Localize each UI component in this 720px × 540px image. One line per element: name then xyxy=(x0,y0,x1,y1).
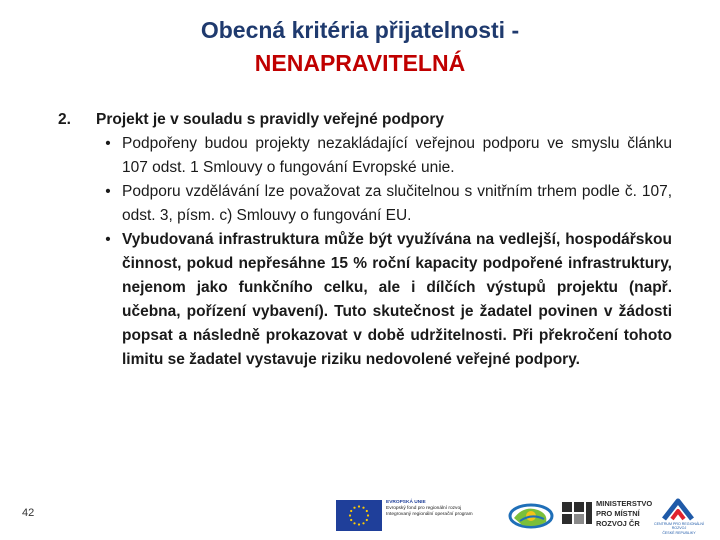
crr-line2: ČESKÉ REPUBLIKY xyxy=(662,530,696,535)
bullet-item xyxy=(94,132,672,180)
bullet-text: Podporu vzdělávání lze považovat za slučitelnou s vnitřním trhem podle č. 107, odst. 3, písm. c) Smlouvy o fungování EU. xyxy=(122,183,672,224)
footer-logos xyxy=(328,495,713,535)
crr-line1: CENTRUM PRO REGIONÁLNÍ ROZVOJ xyxy=(654,522,704,531)
bullet-list xyxy=(58,132,672,372)
eu-fund-text xyxy=(386,500,504,519)
numbered-point xyxy=(58,108,672,132)
mmr-text xyxy=(596,499,652,529)
bullet-item xyxy=(94,180,672,228)
bullet-text: Podpořeny budou projekty nezakládající veřejnou podporu ve smyslu článku 107 odst. 1 Smlouvy o fungování Evropské unie. xyxy=(122,135,672,176)
eu-line2: Evropský fond pro regionální rozvoj xyxy=(386,506,462,512)
mmr-line3: ROZVOJ ČR xyxy=(596,519,640,528)
bullet-marker: • xyxy=(105,183,111,200)
mmr-line1: MINISTERSTVO xyxy=(596,499,653,508)
slide-title-line2: NENAPRAVITELNÁ xyxy=(254,50,466,76)
bullet-marker: • xyxy=(105,231,111,248)
point-heading: Projekt je v souladu s pravidly veřejné podpory xyxy=(96,111,445,128)
bullet-item xyxy=(94,228,672,372)
irop-logo-icon xyxy=(508,501,554,531)
slide-title-line1: Obecná kritéria přijatelnosti - xyxy=(200,17,520,43)
slide-content xyxy=(58,108,672,372)
crr-text xyxy=(648,522,710,535)
bullet-text: Vybudovaná infrastruktura může být využívána na vedlejší, hospodářskou činnost, pokud nepřesáhne 15 % roční kapacity podpořené infrastruktury, nejenom jako funkčního celku, ale i dílčích výstupů projektu (např. učebna, pořízení vybavení). Tuto skutečnost je žadatel povinen v žádosti popsat a následně prokazovat v době udržitelnosti. Při překročení tohoto limitu se žadatel vystavuje riziku nedovolené veřejné podpory. xyxy=(122,231,672,368)
eu-line3: Integrovaný regionální operační program xyxy=(386,512,473,518)
mmr-line2: PRO MÍSTNÍ xyxy=(596,509,640,518)
eu-flag-icon xyxy=(336,500,382,531)
bullet-marker: • xyxy=(105,135,111,152)
point-number: 2. xyxy=(58,111,71,128)
page-number: 42 xyxy=(22,507,35,519)
slide-title xyxy=(0,14,720,80)
eu-line1: EVROPSKÁ UNIE xyxy=(386,500,426,505)
